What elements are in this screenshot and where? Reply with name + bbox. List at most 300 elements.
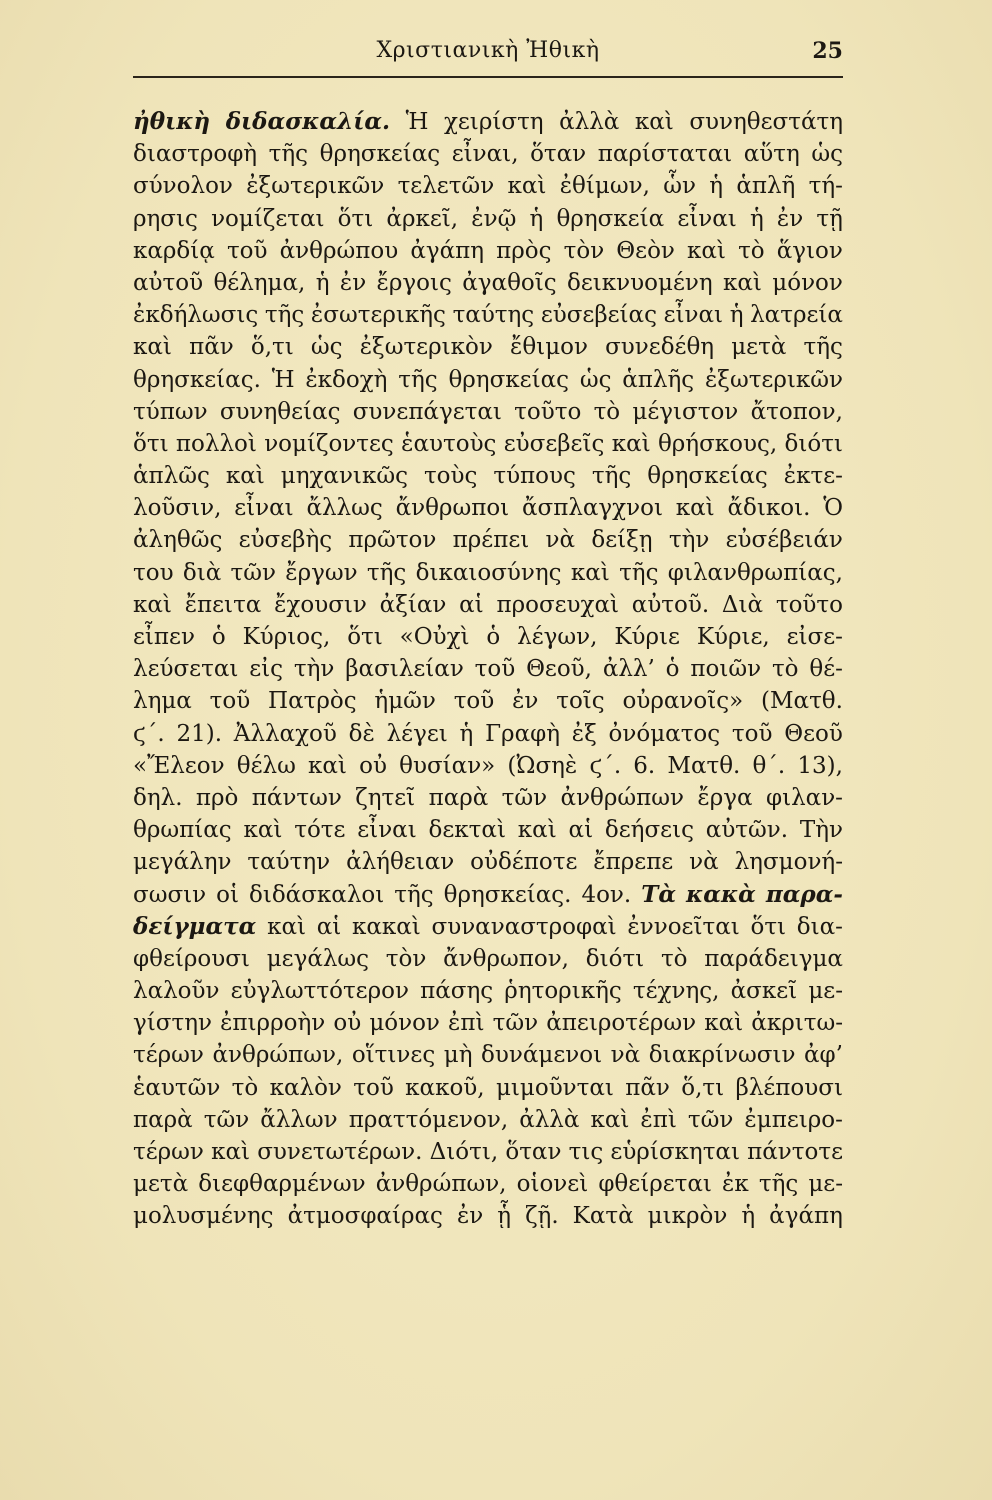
- word: ὅταν: [530, 141, 587, 168]
- word: θρωπίας: [133, 817, 232, 844]
- word: ὁ: [665, 656, 680, 683]
- word: ἡ: [709, 173, 724, 200]
- word: λέγει: [386, 720, 448, 747]
- word: Κατὰ: [572, 1203, 634, 1230]
- word: τῆς: [366, 559, 407, 586]
- word: ἀτμοσφαίρας: [287, 1203, 443, 1230]
- word: λεύσεται: [133, 656, 239, 683]
- word: (Ὠσηὲ: [507, 752, 578, 779]
- word: προσευχαὶ: [496, 591, 620, 618]
- word: συνετωτέρων.: [257, 1139, 423, 1165]
- word: θ΄.: [752, 752, 786, 779]
- word: συνηθεστάτη: [689, 109, 843, 135]
- word: ταύτην: [247, 849, 331, 876]
- text-line: [133, 718, 843, 750]
- word: ἐθίμων,: [559, 173, 650, 200]
- word: φθείρεται: [598, 1171, 712, 1198]
- word: τῆς: [758, 1171, 799, 1198]
- word: ἡ: [749, 205, 764, 232]
- word: Κύριος,: [242, 624, 331, 650]
- word: φιλανθρωπίας,: [667, 559, 843, 586]
- emphasized-word: διδασκαλία.: [225, 108, 391, 135]
- word: πάσης: [420, 978, 494, 1005]
- text-line: [133, 106, 843, 138]
- word: ἐν: [512, 688, 539, 715]
- word: ἀπειροτέρων: [546, 1010, 697, 1037]
- word: ϛ΄.: [589, 752, 622, 779]
- text-line: [133, 846, 843, 878]
- word: ἀσκεῖ: [730, 978, 798, 1005]
- word: εὐσεβείας: [540, 302, 657, 329]
- word: τῆς: [268, 141, 309, 168]
- word: εὐσεβεῖς: [503, 430, 605, 457]
- word: τις: [568, 1139, 604, 1165]
- word: εἶναι,: [451, 141, 519, 168]
- word: Θεοῦ: [784, 720, 843, 747]
- word: οἱονεὶ: [516, 1171, 589, 1198]
- word: νομίζοντες: [264, 430, 394, 457]
- word: ἀκριτω-: [751, 1010, 843, 1037]
- word: ἑαυτοὺς: [401, 430, 497, 457]
- word: καὶ: [211, 1139, 251, 1165]
- word: τῆς: [803, 334, 843, 361]
- word: λησμονή-: [734, 849, 843, 876]
- word: ἀνθρώπων,: [375, 1171, 507, 1198]
- text-line: [133, 1039, 843, 1071]
- text-line: [133, 943, 843, 975]
- text-line: [133, 814, 843, 846]
- word: ϛ΄.: [133, 720, 165, 747]
- running-title: Χριστιανικὴ Ἠθικὴ: [376, 38, 600, 63]
- word: μόνον: [369, 1010, 440, 1037]
- word: εὐσέβειάν: [725, 527, 843, 554]
- word: δηλ.: [133, 784, 183, 811]
- word: τῆς: [394, 881, 434, 908]
- word: οὐδέποτε: [470, 849, 578, 876]
- word: καὶ: [675, 495, 715, 522]
- word: τὸ: [231, 1074, 259, 1101]
- word: διότι: [784, 430, 843, 457]
- word: καὶ: [687, 237, 726, 264]
- word: ἐκδήλωσις: [133, 302, 259, 329]
- word: μεγάλως: [266, 945, 370, 972]
- word: πρὸ: [195, 784, 239, 811]
- text-line: [133, 267, 843, 299]
- word: καὶ: [517, 817, 557, 844]
- word: ὅ,τι: [250, 334, 294, 361]
- word: καὶ: [611, 430, 651, 457]
- word: Ἀλλαχοῦ: [233, 720, 337, 747]
- word: τοῦ: [453, 688, 495, 715]
- word: τοῦτο: [775, 591, 843, 618]
- text-line: [133, 203, 843, 235]
- word: ἀρκεῖ,: [386, 205, 459, 232]
- word: Διὰ: [721, 591, 764, 618]
- text-line: [133, 782, 843, 814]
- word: κακοῦ,: [405, 1074, 485, 1101]
- text-line: [133, 299, 843, 331]
- word: Κύριε: [614, 624, 680, 650]
- word: τύπων: [133, 398, 208, 425]
- word: ὡς: [579, 366, 612, 393]
- page-number: 25: [812, 38, 843, 64]
- word: οἵτινες: [351, 1042, 436, 1069]
- word: νὰ: [545, 527, 576, 554]
- word: τῶν: [501, 784, 548, 811]
- word: μικρὸν: [647, 1203, 728, 1230]
- word: ἄλλων: [260, 1106, 338, 1133]
- word: ἄδικοι.: [727, 495, 811, 522]
- word: πᾶν: [625, 1074, 670, 1101]
- word: ζητεῖ: [355, 784, 416, 811]
- word: ἐν: [456, 1203, 484, 1230]
- text-line: [133, 557, 843, 589]
- word: με-: [808, 978, 843, 1005]
- word: τῶν: [230, 559, 276, 586]
- word: ἔργων: [285, 559, 358, 586]
- word: 4ον.: [581, 881, 632, 908]
- text-line: [133, 1072, 843, 1104]
- word: πάντων: [251, 784, 342, 811]
- word: πρέπει: [452, 527, 530, 554]
- word: ἀλλὰ: [519, 1106, 580, 1133]
- word: οὐ: [359, 752, 387, 779]
- word: Διότι,: [429, 1139, 499, 1165]
- word: λατρεία: [750, 302, 843, 329]
- word: δὲ: [348, 720, 375, 747]
- word: φθείρουσι: [133, 945, 250, 972]
- word: Κύριε,: [696, 624, 770, 650]
- word: αὐτοῦ.: [631, 591, 710, 618]
- word: δια-: [796, 913, 843, 940]
- word: ἐν: [776, 205, 804, 232]
- word: πάντοτε: [747, 1139, 843, 1165]
- word: εἶναι: [357, 817, 417, 844]
- word: Ἡ: [271, 366, 295, 393]
- word: ἔχουσιν: [274, 591, 367, 618]
- word: παρὰ: [133, 1106, 193, 1133]
- word: καὶ: [570, 559, 610, 586]
- word: Θεοῦ,: [526, 656, 592, 683]
- emphasized-word: κακὰ: [686, 880, 756, 908]
- word: γίστην: [133, 1010, 212, 1037]
- word: ἀνθρώπου: [279, 237, 399, 264]
- word: ὅτι: [750, 913, 787, 940]
- word: διακρίνωσιν: [648, 1042, 796, 1069]
- text-line: [133, 750, 843, 782]
- word: καὶ: [267, 913, 306, 940]
- word: θρησκείας: [647, 463, 768, 490]
- word: 21).: [176, 720, 223, 747]
- text-line: [133, 460, 843, 492]
- word: ἐξωτερικῶν: [704, 366, 843, 393]
- word: ἔπειτα: [184, 591, 262, 618]
- word: ἑαυτῶν: [133, 1074, 221, 1101]
- text-line: [133, 1168, 843, 1200]
- word: διὰ: [182, 559, 222, 586]
- word: ἀγαθοῖς: [462, 269, 557, 296]
- word: Ματθ.: [667, 752, 741, 779]
- word: ἀγάπη: [410, 237, 485, 264]
- word: ἁπλῆς: [622, 366, 695, 393]
- text-line: [133, 235, 843, 267]
- word: ἐξωτερικὸν: [359, 334, 493, 361]
- word: τὴν: [668, 527, 710, 554]
- word: παρίσταται: [597, 141, 733, 168]
- word: θρησκείας.: [133, 366, 261, 393]
- word: τὸ: [771, 656, 799, 683]
- word: θρησκείας: [448, 366, 570, 393]
- word: λέγων,: [517, 624, 598, 650]
- word: εὐσεβὴς: [238, 527, 333, 554]
- word: διότι: [585, 945, 645, 972]
- text-line: [133, 1136, 843, 1168]
- word: ἡ: [741, 1203, 756, 1230]
- word: ἐσωτερικῆς: [310, 302, 446, 329]
- word: δεικνυομένη: [567, 269, 713, 296]
- word: τοῦ: [731, 720, 773, 747]
- word: Γραφὴ: [485, 720, 560, 747]
- word: αἱ: [316, 913, 342, 940]
- word: σύνολον: [133, 173, 233, 200]
- body-text: [133, 106, 843, 1233]
- word: 6.: [633, 752, 656, 779]
- word: δικαιοσύνης: [415, 559, 562, 586]
- word: διεφθαρμένων: [198, 1171, 366, 1198]
- word: ἐπιρροὴν: [220, 1010, 326, 1037]
- text-line: [133, 524, 843, 556]
- word: ἀνθρώπων,: [212, 1042, 344, 1069]
- word: θυσίαν»: [399, 752, 496, 779]
- word: ἡ: [729, 302, 744, 329]
- word: τέχνης,: [632, 978, 720, 1005]
- word: θέλημα,: [213, 269, 306, 296]
- word: 13),: [797, 752, 843, 779]
- word: θρησκείας.: [443, 881, 572, 908]
- word: οἱ: [216, 881, 239, 908]
- word: τοῦ: [353, 1074, 394, 1101]
- word: ἐπὶ: [448, 1010, 485, 1037]
- word: πρὸς: [496, 237, 552, 264]
- word: τὸ: [660, 945, 688, 972]
- word: τοῦ: [226, 237, 268, 264]
- word: μεγάλην: [133, 849, 232, 876]
- word: με-: [808, 1171, 843, 1198]
- word: Πατρὸς: [268, 688, 357, 715]
- word: βλέπουσι: [735, 1074, 843, 1101]
- word: Θεὸν: [616, 237, 675, 264]
- word: καὶ: [133, 591, 172, 618]
- word: εἶναι: [677, 205, 737, 232]
- word: ἐμπειρο-: [744, 1106, 843, 1133]
- text-line: [133, 911, 843, 943]
- word: «Οὐχὶ: [399, 624, 470, 650]
- word: αὐτοῦ: [133, 269, 204, 296]
- word: ἄσπλαγχνοι: [521, 495, 663, 522]
- word: εἶπεν: [133, 624, 195, 650]
- word: ἐξ: [571, 720, 597, 747]
- word: ποιῶν: [690, 656, 762, 683]
- word: ἀνθρώπων: [560, 784, 685, 811]
- word: ἄνθρωποι: [395, 495, 510, 522]
- word: ἀγάπη: [769, 1203, 843, 1230]
- word: εἶναι: [234, 495, 294, 522]
- word: βασιλείαν: [345, 656, 464, 683]
- word: ἀλλ’: [602, 656, 655, 683]
- word: διαστροφὴ: [133, 141, 258, 168]
- text-line: [133, 331, 843, 363]
- word: τῆς: [591, 463, 632, 490]
- word: ἐπὶ: [640, 1106, 677, 1133]
- word: ῥητορικῆς: [504, 978, 622, 1005]
- word: ζῇ.: [525, 1203, 559, 1230]
- word: (Ματθ.: [761, 688, 843, 715]
- word: καὶ: [308, 752, 347, 779]
- word: ἔργα: [697, 784, 753, 811]
- word: νὰ: [689, 849, 719, 876]
- word: ἀφ’: [804, 1042, 843, 1069]
- word: αὐτῶν.: [705, 817, 789, 844]
- word: τῆς: [398, 366, 438, 393]
- word: καὶ: [225, 463, 265, 490]
- word: μιμοῦνται: [495, 1074, 614, 1101]
- word: οὐ: [333, 1010, 362, 1037]
- word: μολυσμένης: [133, 1203, 274, 1230]
- word: νομίζεται: [211, 205, 325, 232]
- word: τοῦτο: [514, 398, 582, 425]
- word: ἐκτε-: [783, 463, 843, 490]
- word: καλὸν: [269, 1074, 342, 1101]
- word: τελετῶν: [397, 173, 495, 200]
- word: δεκταὶ: [428, 817, 506, 844]
- word: ὅτι: [347, 624, 383, 650]
- word: ἔθιμον: [509, 334, 588, 361]
- word: δεήσεις: [604, 817, 694, 844]
- word: ἐξωτερικῶν: [246, 173, 385, 200]
- word: ἡ: [529, 205, 544, 232]
- word: καὶ: [243, 817, 283, 844]
- text-line: [133, 879, 843, 911]
- word: φιλαν-: [765, 784, 843, 811]
- emphasized-word: δείγματα: [133, 912, 257, 940]
- emphasized-word: παρα-: [765, 880, 843, 908]
- word: θρήσκους,: [657, 430, 778, 457]
- text-line: [133, 975, 843, 1007]
- word: ὁ: [486, 624, 501, 650]
- word: αἱ: [568, 817, 594, 844]
- word: ἡ: [459, 720, 474, 747]
- word: τὴν: [293, 656, 335, 683]
- word: λημα: [133, 688, 192, 715]
- word: τῆς: [264, 302, 305, 329]
- word: αὕτη: [743, 141, 800, 168]
- word: μετὰ: [133, 1171, 189, 1198]
- word: ρησις: [133, 205, 198, 232]
- word: ὅ,τι: [681, 1074, 725, 1101]
- word: τῶν: [203, 1106, 250, 1133]
- text-line: [133, 492, 843, 524]
- word: τοὺς: [423, 463, 478, 490]
- text-line: [133, 364, 843, 396]
- header-rule: [133, 76, 843, 78]
- word: νὰ: [610, 1042, 641, 1069]
- word: διδάσκαλοι: [248, 881, 385, 908]
- word: καὶ: [704, 1010, 744, 1037]
- text-line: [133, 685, 843, 717]
- word: παρὰ: [428, 784, 489, 811]
- word: ἄνθρωπον,: [443, 945, 569, 972]
- word: καὶ: [722, 269, 762, 296]
- text-line: [133, 621, 843, 653]
- word: θρησκείας: [319, 141, 441, 168]
- word: μηχανικῶς: [280, 463, 408, 490]
- word: καὶ: [133, 334, 172, 361]
- text-line: [133, 138, 843, 170]
- word: μέγιστον: [632, 398, 739, 425]
- word: θρησκεία: [556, 205, 665, 232]
- word: συνηθείας: [219, 398, 341, 425]
- word: τὸ: [593, 398, 621, 425]
- word: συνεδέθη: [605, 334, 715, 361]
- text-line: [133, 170, 843, 202]
- text-line: [133, 396, 843, 428]
- emphasized-word: ἠθικὴ: [133, 108, 211, 135]
- word: ἅγιον: [776, 237, 843, 264]
- word: ἀλήθειαν: [346, 849, 455, 876]
- word: μόνον: [772, 269, 843, 296]
- word: τότε: [294, 817, 346, 844]
- word: εὐγλωττότερον: [230, 978, 409, 1005]
- word: ὡς: [811, 141, 843, 168]
- word: πρῶτον: [348, 527, 437, 554]
- word: ἄτοπον,: [750, 398, 843, 425]
- text-line: [133, 1104, 843, 1136]
- word: ἄλλως: [306, 495, 383, 522]
- word: τοῦ: [474, 656, 516, 683]
- word: λαλοῦν: [133, 978, 220, 1005]
- word: συνεπάγεται: [352, 398, 502, 425]
- emphasized-word: Τὰ: [641, 880, 677, 908]
- word: Τὴν: [799, 817, 843, 844]
- word: εἰσε-: [786, 624, 843, 650]
- word: καὶ: [634, 109, 674, 135]
- word: πᾶν: [189, 334, 234, 361]
- word: ἔργοις: [376, 269, 452, 296]
- word: θέλω: [236, 752, 296, 779]
- word: τῶν: [492, 1010, 539, 1037]
- word: ὅτι: [133, 430, 169, 457]
- word: ἐκδοχὴ: [305, 366, 388, 393]
- word: πολλοὶ: [175, 430, 257, 457]
- word: ὀνόματος: [608, 720, 721, 747]
- word: καρδίᾳ: [133, 237, 215, 264]
- word: εὑρίσκηται: [610, 1139, 740, 1165]
- word: του: [133, 559, 174, 586]
- word: εἰς: [249, 656, 284, 683]
- word: τοῦ: [209, 688, 251, 715]
- text-line: [133, 653, 843, 685]
- word: τή-: [808, 173, 843, 200]
- word: τὸν: [385, 945, 427, 972]
- word: τῆς: [619, 559, 659, 586]
- text-line: [133, 1007, 843, 1039]
- word: ἐν: [339, 269, 367, 296]
- word: ἔπρεπε: [593, 849, 674, 876]
- word: μὴ: [443, 1042, 473, 1069]
- word: σωσιν: [133, 881, 207, 908]
- word: ἐνῷ: [471, 205, 517, 232]
- word: ταύτης: [452, 302, 535, 329]
